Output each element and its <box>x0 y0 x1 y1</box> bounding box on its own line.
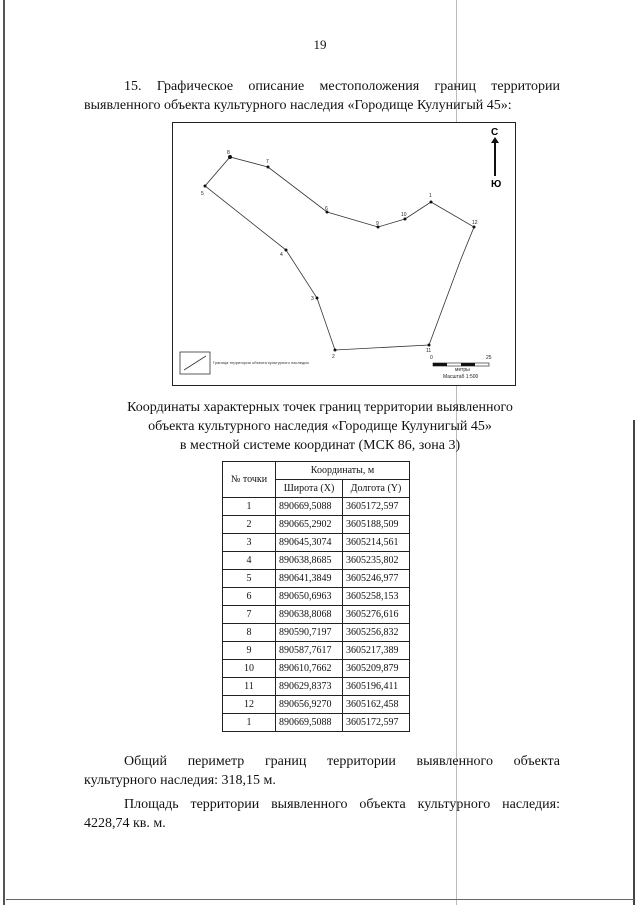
legend-label: Граница территории объекта культурного наследия <box>213 360 309 365</box>
page-number: 19 <box>313 37 327 52</box>
longitude-cell: 3605235,802 <box>343 552 410 570</box>
point-number-cell: 3 <box>223 534 276 552</box>
table-row <box>223 552 410 570</box>
section-heading-line2: выявленного объекта культурного наследия «Городище Кулунигый 45»: <box>84 98 512 113</box>
table-row <box>223 534 410 552</box>
north-arrow-icon <box>491 127 501 190</box>
longitude-cell: 3605172,597 <box>343 498 410 516</box>
col-coords-header: Координаты, м <box>276 462 410 480</box>
table-row <box>223 624 410 642</box>
vertex-label-9: 9 <box>376 221 379 227</box>
vertex-label-6: 6 <box>325 206 328 212</box>
coordinates-title-line1: Координаты характерных точек границ территории выявленного <box>127 400 513 415</box>
section-heading-text: Графическое описание местоположения границ территории <box>156 79 560 94</box>
scale-ratio: Масштаб 1:500 <box>443 374 479 380</box>
latitude-cell: 890638,8068 <box>276 606 343 624</box>
point-number-cell: 4 <box>223 552 276 570</box>
point-number-cell: 8 <box>223 624 276 642</box>
latitude-cell: 890645,3074 <box>276 534 343 552</box>
table-row <box>223 570 410 588</box>
section-heading-line1 <box>84 77 560 96</box>
scale-bar-icon <box>433 363 489 366</box>
point-number-cell: 10 <box>223 660 276 678</box>
col-lon-header: Долгота (Y) <box>343 480 410 498</box>
table-row <box>223 696 410 714</box>
south-label: Ю <box>491 179 502 190</box>
perimeter-text-line1: Общий периметр границ территории выявленного объекта <box>124 754 560 769</box>
vertex-label-12: 12 <box>472 220 478 226</box>
coordinates-title-line3: в местной системе координат (МСК 86, зона 3) <box>179 438 461 453</box>
latitude-cell: 890669,5088 <box>276 498 343 516</box>
area-text-line1: Площадь территории выявленного объекта культурного наследия: <box>124 797 560 812</box>
vertex-label-10: 10 <box>401 212 407 218</box>
longitude-cell: 3605188,509 <box>343 516 410 534</box>
vertex-label-3: 3 <box>311 296 314 302</box>
coordinates-title <box>100 398 540 455</box>
vertex-label-1: 1 <box>429 193 432 199</box>
point-number-cell: 2 <box>223 516 276 534</box>
table-header-row <box>223 462 410 480</box>
perimeter-text-line2: культурного наследия: 318,15 м. <box>84 773 276 788</box>
point-number-cell: 5 <box>223 570 276 588</box>
latitude-cell: 890650,6963 <box>276 588 343 606</box>
scan-edge-bottom <box>6 899 634 900</box>
vertex-label-2: 2 <box>332 354 335 360</box>
boundary-vertices <box>204 155 476 352</box>
col-lat-header: Широта (X) <box>276 480 343 498</box>
scan-edge-left <box>3 0 5 905</box>
longitude-cell: 3605172,597 <box>343 714 410 732</box>
vertex-4 <box>285 249 288 252</box>
longitude-cell: 3605258,153 <box>343 588 410 606</box>
point-number-cell: 12 <box>223 696 276 714</box>
table-row <box>223 498 410 516</box>
latitude-cell: 890629,8373 <box>276 678 343 696</box>
latitude-cell: 890669,5088 <box>276 714 343 732</box>
scale-unit: метры <box>455 367 470 373</box>
latitude-cell: 890665,2902 <box>276 516 343 534</box>
point-number-cell: 9 <box>223 642 276 660</box>
vertex-2 <box>334 349 337 352</box>
latitude-cell: 890656,9270 <box>276 696 343 714</box>
vertex-label-4: 4 <box>280 252 283 258</box>
boundary-polygon <box>205 157 474 350</box>
point-number-cell: 1 <box>223 714 276 732</box>
latitude-cell: 890587,7617 <box>276 642 343 660</box>
longitude-cell: 3605276,616 <box>343 606 410 624</box>
point-number-cell: 6 <box>223 588 276 606</box>
vertex-label-5: 5 <box>201 191 204 197</box>
table-row <box>223 588 410 606</box>
north-label: С <box>491 127 499 138</box>
col-point-header: № точки <box>223 462 276 498</box>
point-number-cell: 7 <box>223 606 276 624</box>
vertex-3 <box>316 297 319 300</box>
longitude-cell: 3605246,977 <box>343 570 410 588</box>
longitude-cell: 3605256,832 <box>343 624 410 642</box>
vertex-1 <box>430 201 433 204</box>
longitude-cell: 3605196,411 <box>343 678 410 696</box>
table-row <box>223 606 410 624</box>
area-text-line2: 4228,74 кв. м. <box>84 816 166 831</box>
boundary-map <box>172 122 516 386</box>
longitude-cell: 3605209,879 <box>343 660 410 678</box>
vertex-label-8: 8 <box>227 150 230 156</box>
latitude-cell: 890590,7197 <box>276 624 343 642</box>
scale-max: 25 <box>486 355 492 361</box>
table-row <box>223 660 410 678</box>
longitude-cell: 3605214,561 <box>343 534 410 552</box>
table-row <box>223 516 410 534</box>
vertex-label-11: 11 <box>426 348 432 354</box>
table-row <box>223 714 410 732</box>
longitude-cell: 3605162,458 <box>343 696 410 714</box>
section-number: 15. <box>124 79 142 94</box>
legend-symbol-icon <box>180 352 210 374</box>
coordinates-title-line2: объекта культурного наследия «Городище Кулунигый 45» <box>148 419 492 434</box>
table-row <box>223 678 410 696</box>
vertex-label-7: 7 <box>266 159 269 165</box>
coordinates-table <box>222 461 410 732</box>
boundary-map-canvas <box>173 123 515 385</box>
table-row <box>223 642 410 660</box>
latitude-cell: 890638,8685 <box>276 552 343 570</box>
scan-edge-right <box>633 420 635 905</box>
point-number-cell: 1 <box>223 498 276 516</box>
vertex-5 <box>204 185 207 188</box>
vertex-7 <box>267 166 270 169</box>
point-number-cell: 11 <box>223 678 276 696</box>
vertex-11 <box>428 344 431 347</box>
latitude-cell: 890610,7662 <box>276 660 343 678</box>
latitude-cell: 890641,3849 <box>276 570 343 588</box>
longitude-cell: 3605217,389 <box>343 642 410 660</box>
scale-zero: 0 <box>430 355 433 361</box>
table-body <box>223 498 410 732</box>
